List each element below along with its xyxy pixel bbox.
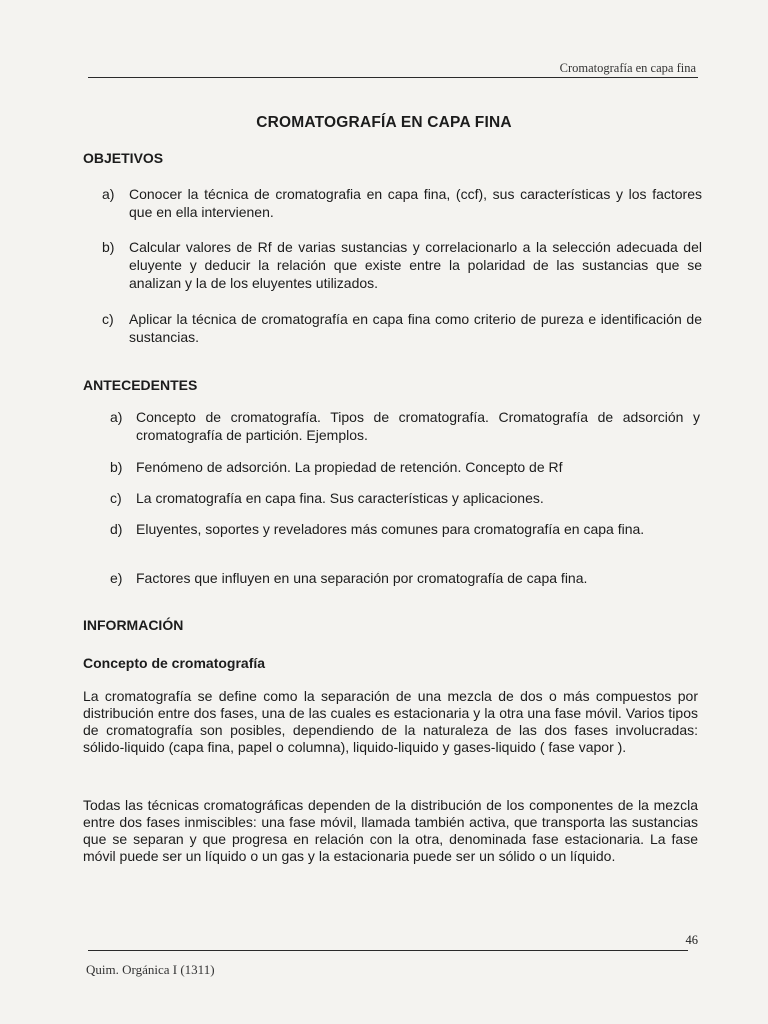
objetivo-item-c [102,310,702,346]
item-text: Eluyentes, soportes y reveladores más comunes para cromatografía en capa fina. [136,521,645,537]
antecedente-item-e [110,569,700,587]
item-text: Factores que influyen en una separación por cromatografía de capa fina. [136,570,588,586]
header-rule [88,77,698,78]
informacion-heading: INFORMACIÓN [83,617,184,633]
item-text: Aplicar la técnica de cromatografía en capa fina como criterio de pureza e identificación de sustancias. [129,311,702,345]
item-text: La cromatografía en capa fina. Sus características y aplicaciones. [136,490,544,506]
item-marker: b) [102,239,115,255]
item-text: Calcular valores de Rf de varias sustancias y correlacionarlo a la selección adecuada del eluyente y deducir la relación que existe entre la polaridad de las sustancias que se analizan y la de los eluyentes utilizados. [129,239,702,291]
antecedente-item-b [110,458,700,476]
item-text: Fenómeno de adsorción. La propiedad de retención. Concepto de Rf [136,459,563,475]
footer-rule [88,950,688,951]
item-marker: d) [110,521,123,537]
item-marker: b) [110,459,123,475]
antecedentes-heading: ANTECEDENTES [83,377,198,393]
antecedente-item-a [110,408,700,444]
item-text: Conocer la técnica de cromatografia en capa fina, (ccf), sus características y los factores que en ella intervienen. [129,186,702,220]
objetivo-item-b [102,238,702,292]
item-marker: c) [110,490,122,506]
objetivo-item-a [102,185,702,221]
page-title: CROMATOGRAFÍA EN CAPA FINA [256,114,512,131]
antecedente-item-c [110,489,700,507]
paragraph-2: Todas las técnicas cromatográficas dependen de la distribución de los componentes de la mezcla entre dos fases inmiscibles: una fase móvil, llamada también activa, que transporta las sustancias que se separan y que progresa en relación con la otra, denominada fase estacionaria. La fase móvil puede ser un líquido o un gas y la estacionaria puede ser un sólido o un líquido. [83,797,698,864]
page-number: 46 [685,933,698,947]
item-marker: a) [102,186,115,202]
item-marker: c) [102,311,114,327]
paragraph-1: La cromatografía se define como la separación de una mezcla de dos o más compuestos por distribución entre dos fases, una de las cuales es estacionaria y la otra una fase móvil. Varios tipos de cromatografía son posibles, dependiendo de la naturaleza de las dos fases involucradas: sólido-liquido (capa fina, papel o columna), liquido-liquido y gases-liquido ( fase vapor ). [83,688,698,755]
course-label: Quim. Orgánica I (1311) [86,962,215,977]
item-marker: a) [110,409,123,425]
objetivos-heading: OBJETIVOS [83,150,164,166]
antecedente-item-d [110,520,700,538]
item-text: Concepto de cromatografía. Tipos de cromatografía. Cromatografía de adsorción y cromatografía de partición. Ejemplos. [136,409,700,443]
item-marker: e) [110,570,123,586]
concepto-subheading: Concepto de cromatografía [83,655,266,671]
running-header: Cromatografía en capa fina [559,61,696,75]
